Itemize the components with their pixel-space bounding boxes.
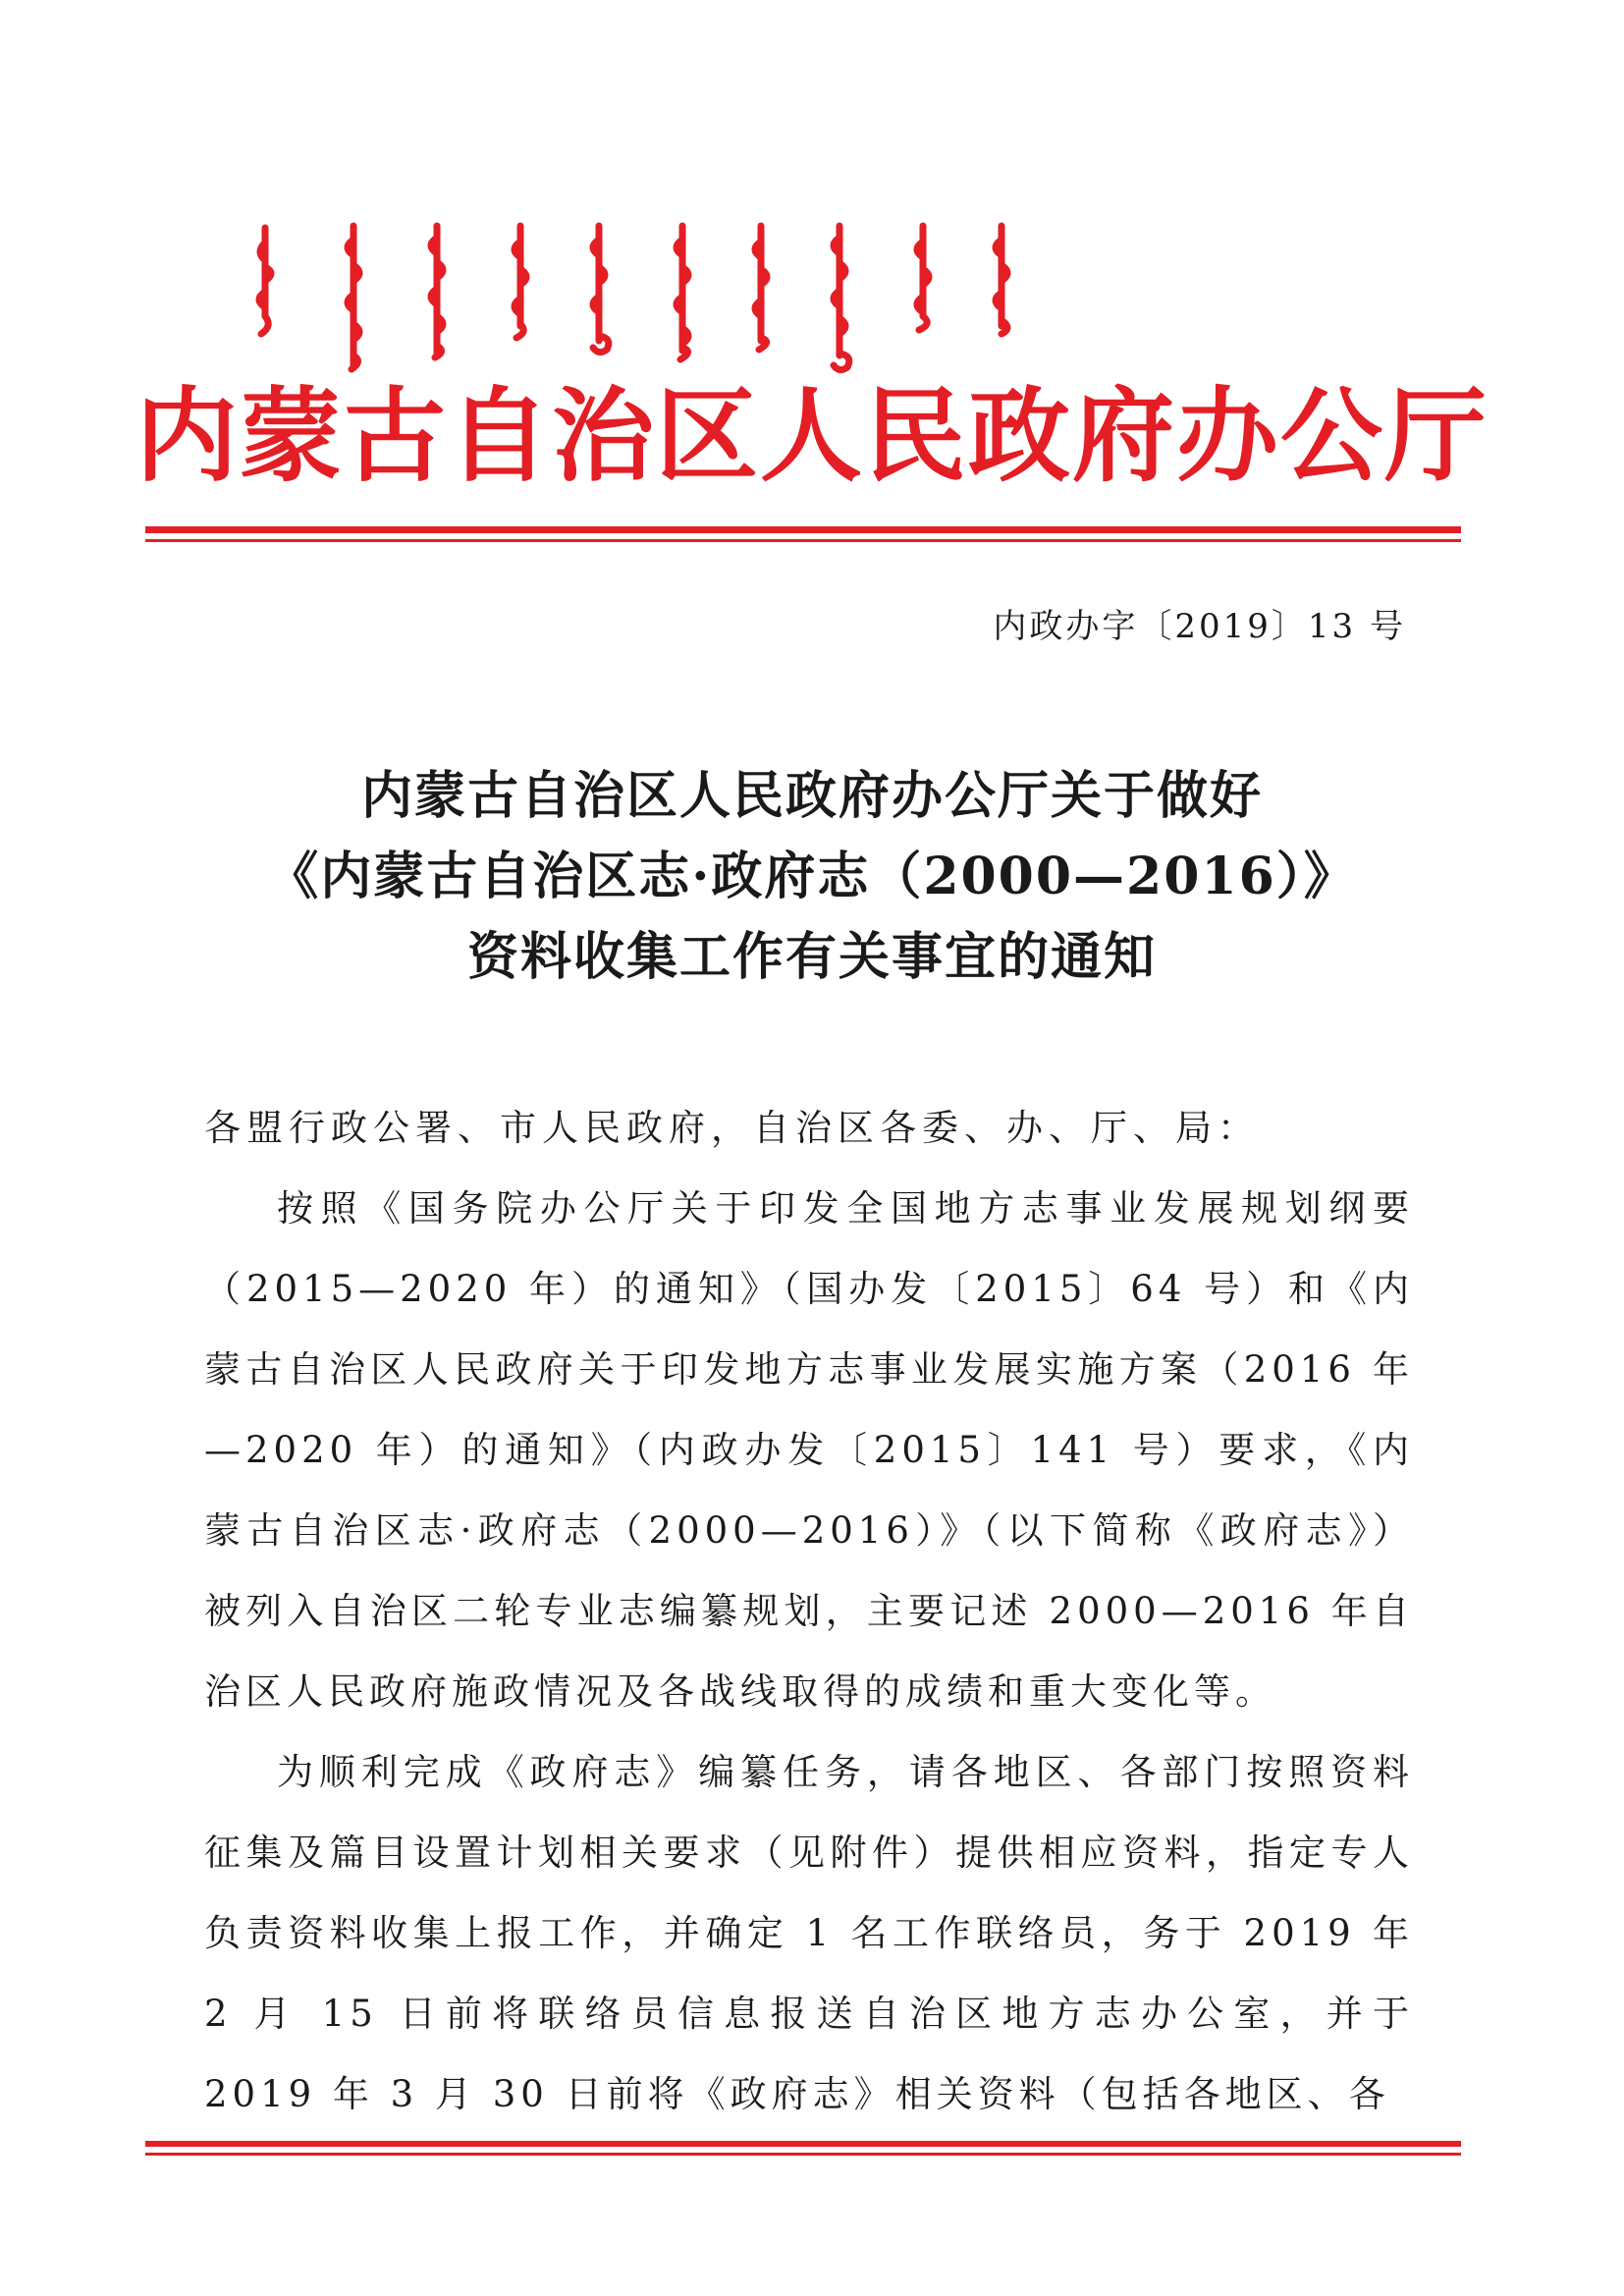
title-line-2: 《内蒙古自治区志·政府志（2000—2016）》 bbox=[267, 847, 1357, 906]
document-number: 内政办字〔2019〕13 号 bbox=[993, 607, 1406, 646]
letterhead-rule-thick bbox=[145, 526, 1461, 533]
title-line-1: 内蒙古自治区人民政府办公厅关于做好 bbox=[360, 766, 1263, 826]
footer-rule-thick bbox=[145, 2141, 1461, 2147]
document-title bbox=[0, 756, 1624, 998]
title-line-3: 资料收集工作有关事宜的通知 bbox=[466, 927, 1157, 987]
body-paragraph-1: 按照《国务院办公厅关于印发全国地方志事业发展规划纲要（2015—2020 年）的通知》（国办发〔2015〕64 号）和《内蒙古自治区人民政府关于印发地方志事业发展实施方案（2016 年—2020 年）的通知》（内政办发〔2015〕141 号）要求，《内蒙古自治区志·政府志（2000—2016）》（以下简称《政府志》）被列入自治区二轮专业志编纂规划，主要记述 2000—2016 年自治区人民政府施政情况及各战线取得的成绩和重大变化等。 bbox=[204, 1187, 1414, 1713]
letterhead-rule-thin bbox=[145, 539, 1461, 542]
letterhead-org-name: 内蒙古自治区人民政府办公厅 bbox=[135, 376, 1489, 496]
body-paragraph-2: 为顺利完成《政府志》编纂任务，请各地区、各部门按照资料征集及篇目设置计划相关要求（见附件）提供相应资料，指定专人负责资料收集上报工作，并确定 1 名工作联络员，务于 2019 年 2 月 15 日前将联络员信息报送自治区地方志办公室，并于 2019 年 3 月 30 日前将《政府志》相关资料（包括各地区、各 bbox=[204, 1751, 1414, 2115]
salutation: 各盟行政公署、市人民政府，自治区各委、办、厅、局： bbox=[204, 1107, 1260, 1149]
document-body bbox=[204, 1169, 1414, 2135]
footer-rule-thin bbox=[145, 2153, 1461, 2156]
mongolian-script-org-name bbox=[226, 218, 1404, 385]
